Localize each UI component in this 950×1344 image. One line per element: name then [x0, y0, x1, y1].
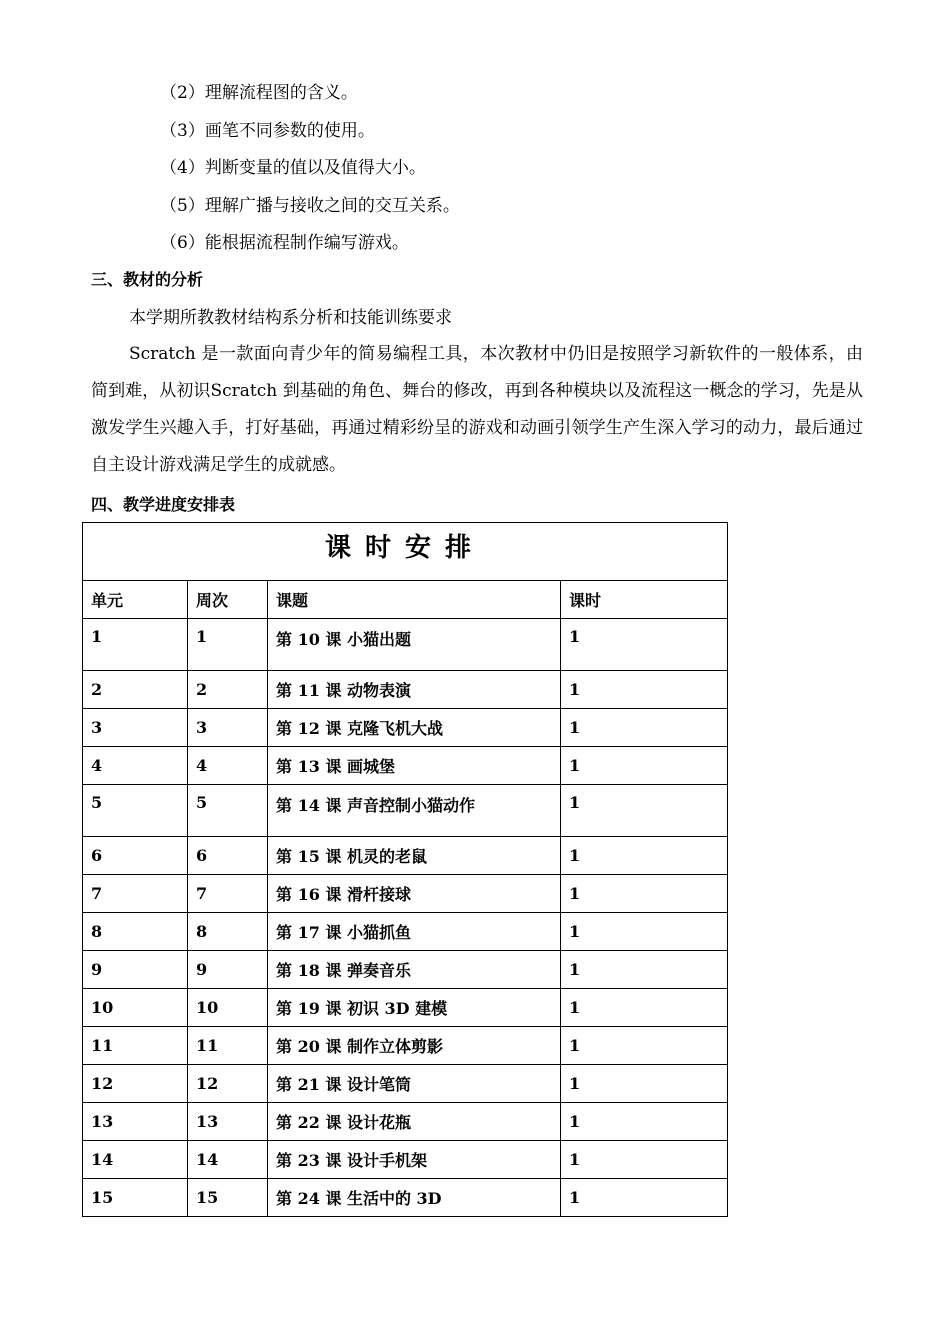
objective-item: （5）理解广播与接收之间的交互关系。 [160, 196, 460, 216]
cell-unit: 1 [83, 619, 188, 671]
objective-item: （3）画笔不同参数的使用。 [160, 121, 375, 141]
cell-week: 11 [188, 1027, 268, 1065]
cell-lesson: 第 23 课 设计手机架 [268, 1141, 561, 1179]
cell-unit: 8 [83, 913, 188, 951]
section-heading-textbook-analysis: 三、教材的分析 [91, 270, 204, 289]
table-row [83, 671, 728, 709]
cell-lesson: 第 15 课 机灵的老鼠 [268, 837, 561, 875]
cell-hours: 1 [561, 619, 728, 671]
table-row [83, 1027, 728, 1065]
cell-week: 9 [188, 951, 268, 989]
objective-item: （2）理解流程图的含义。 [160, 83, 358, 103]
cell-unit: 15 [83, 1179, 188, 1217]
column-header-week: 周次 [188, 581, 268, 619]
cell-lesson: 第 21 课 设计笔筒 [268, 1065, 561, 1103]
section-body-paragraph: Scratch 是一款面向青少年的简易编程工具，本次教材中仍旧是按照学习新软件的一般体系，由简到难，从初识Scratch 到基础的角色、舞台的修改，再到各种模块以及流程这一概念的学习，先是从激发学生兴趣入手，打好基础，再通过精彩纷呈的游戏和动画引领学生产生深入学习的动力，最后通过自主设计游戏满足学生的成就感。 [91, 344, 863, 475]
cell-hours: 1 [561, 875, 728, 913]
table-row [83, 1103, 728, 1141]
table-row [83, 951, 728, 989]
cell-week: 12 [188, 1065, 268, 1103]
table-row [83, 913, 728, 951]
cell-hours: 1 [561, 671, 728, 709]
cell-unit: 3 [83, 709, 188, 747]
cell-hours: 1 [561, 1179, 728, 1217]
cell-unit: 11 [83, 1027, 188, 1065]
cell-hours: 1 [561, 837, 728, 875]
column-header-unit: 单元 [83, 581, 188, 619]
cell-hours: 1 [561, 1027, 728, 1065]
cell-week: 6 [188, 837, 268, 875]
cell-unit: 6 [83, 837, 188, 875]
cell-lesson: 第 24 课 生活中的 3D [268, 1179, 561, 1217]
cell-week: 14 [188, 1141, 268, 1179]
cell-lesson: 第 20 课 制作立体剪影 [268, 1027, 561, 1065]
table-row [83, 1065, 728, 1103]
table-row [83, 989, 728, 1027]
table-row [83, 837, 728, 875]
section-intro: 本学期所教教材结构系分析和技能训练要求 [129, 308, 452, 328]
cell-lesson: 第 13 课 画城堡 [268, 747, 561, 785]
table-row [83, 709, 728, 747]
cell-hours: 1 [561, 709, 728, 747]
cell-hours: 1 [561, 1065, 728, 1103]
cell-week: 10 [188, 989, 268, 1027]
cell-hours: 1 [561, 913, 728, 951]
section-heading-schedule: 四、教学进度安排表 [91, 495, 236, 514]
cell-week: 15 [188, 1179, 268, 1217]
column-header-lesson: 课题 [268, 581, 561, 619]
cell-hours: 1 [561, 989, 728, 1027]
cell-week: 1 [188, 619, 268, 671]
cell-hours: 1 [561, 1141, 728, 1179]
cell-hours: 1 [561, 747, 728, 785]
schedule-title: 课时安排 [83, 523, 728, 581]
cell-hours: 1 [561, 1103, 728, 1141]
schedule-table [82, 522, 728, 1217]
cell-lesson: 第 17 课 小猫抓鱼 [268, 913, 561, 951]
cell-hours: 1 [561, 785, 728, 837]
cell-unit: 9 [83, 951, 188, 989]
cell-lesson: 第 16 课 滑杆接球 [268, 875, 561, 913]
cell-lesson: 第 14 课 声音控制小猫动作 [268, 785, 561, 837]
cell-week: 13 [188, 1103, 268, 1141]
cell-unit: 13 [83, 1103, 188, 1141]
table-row [83, 619, 728, 671]
cell-unit: 14 [83, 1141, 188, 1179]
table-row [83, 875, 728, 913]
table-header-row [83, 581, 728, 619]
column-header-hours: 课时 [561, 581, 728, 619]
cell-week: 7 [188, 875, 268, 913]
cell-lesson: 第 22 课 设计花瓶 [268, 1103, 561, 1141]
cell-unit: 12 [83, 1065, 188, 1103]
cell-week: 8 [188, 913, 268, 951]
table-row [83, 785, 728, 837]
cell-lesson: 第 10 课 小猫出题 [268, 619, 561, 671]
cell-week: 4 [188, 747, 268, 785]
cell-lesson: 第 19 课 初识 3D 建模 [268, 989, 561, 1027]
cell-unit: 5 [83, 785, 188, 837]
cell-unit: 7 [83, 875, 188, 913]
cell-hours: 1 [561, 951, 728, 989]
objective-item: （4）判断变量的值以及值得大小。 [160, 158, 426, 178]
cell-lesson: 第 18 课 弹奏音乐 [268, 951, 561, 989]
table-row [83, 1141, 728, 1179]
cell-week: 3 [188, 709, 268, 747]
cell-unit: 2 [83, 671, 188, 709]
table-row [83, 747, 728, 785]
cell-lesson: 第 11 课 动物表演 [268, 671, 561, 709]
cell-week: 5 [188, 785, 268, 837]
cell-unit: 4 [83, 747, 188, 785]
cell-unit: 10 [83, 989, 188, 1027]
objective-item: （6）能根据流程制作编写游戏。 [160, 233, 409, 253]
table-row [83, 1179, 728, 1217]
cell-lesson: 第 12 课 克隆飞机大战 [268, 709, 561, 747]
cell-week: 2 [188, 671, 268, 709]
